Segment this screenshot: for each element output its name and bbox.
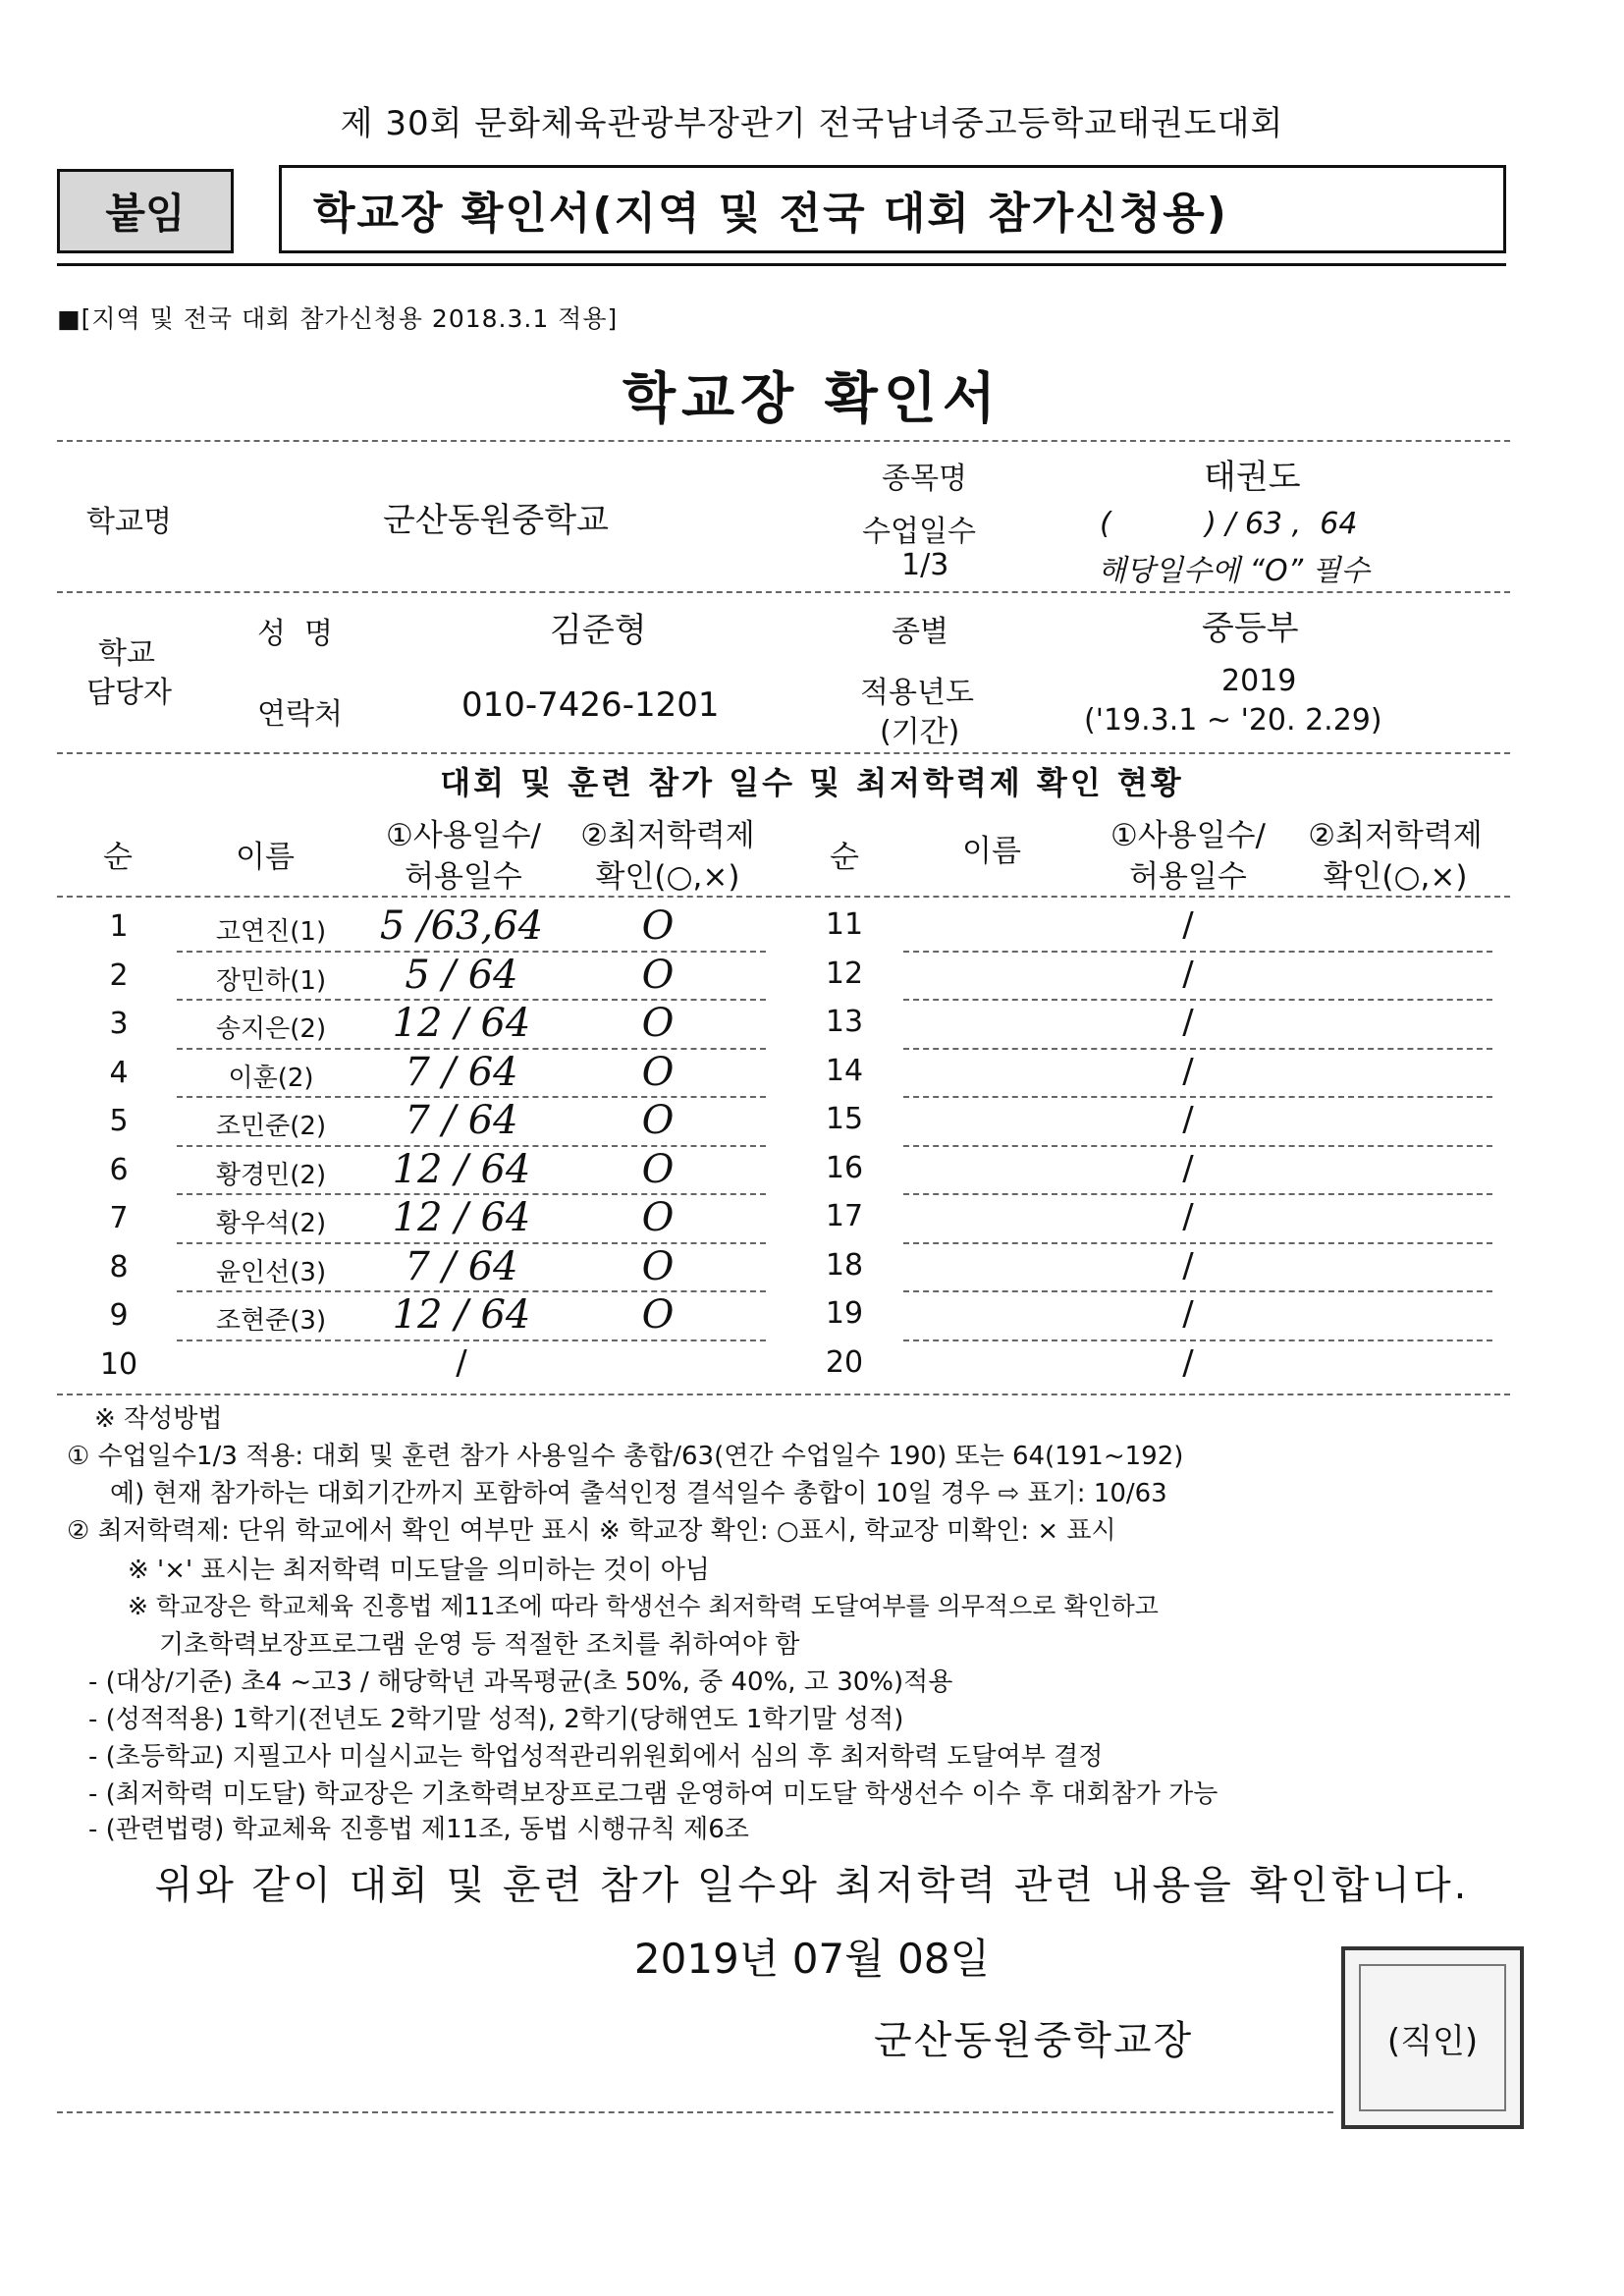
row-number: 20	[825, 1344, 864, 1380]
divider	[57, 752, 1510, 754]
note-line: - (초등학교) 지필고사 미실시교는 학업성적관리위원회에서 심의 후 최저학력 도달여부 결정	[88, 1742, 1104, 1772]
table-header-divider	[57, 896, 1510, 898]
note-line: ※ 작성방법	[94, 1404, 223, 1434]
col-header-days-1: ①사용일수/	[385, 818, 542, 853]
document-title-box: 학교장 확인서(지역 및 전국 대회 참가신청용)	[279, 165, 1506, 253]
min-achievement-check: O	[641, 1195, 675, 1240]
summary-title: 대회 및 훈련 참가 일수 및 최저학력제 확인 현황	[440, 764, 1184, 801]
col-header-days-right-1: ①사용일수/	[1110, 818, 1267, 853]
division-value: 중등부	[1202, 609, 1299, 648]
col-header-days-right-2: 허용일수	[1129, 859, 1247, 895]
note-line: 기초학력보장프로그램 운영 등 적절한 조치를 취하여야 함	[159, 1630, 800, 1660]
days-used: /	[1182, 1245, 1194, 1285]
days-used: 5 / 64	[405, 952, 518, 998]
row-number: 5	[109, 1104, 129, 1138]
divider	[57, 440, 1510, 442]
row-divider	[903, 1193, 1492, 1195]
class-days-label: 수업일수	[862, 515, 976, 549]
days-used: 12 / 64	[392, 1195, 531, 1240]
note-line: - (관련법령) 학교체육 진흥법 제11조, 동법 시행규칙 제6조	[88, 1815, 749, 1844]
sport-label: 종목명	[882, 462, 967, 496]
days-used: /	[1182, 905, 1194, 945]
bottom-divider	[57, 2111, 1333, 2113]
year-label-sub: (기간)	[880, 715, 960, 749]
col-header-name-right: 이름	[962, 834, 1021, 869]
days-used: /	[1182, 1197, 1194, 1236]
note-line: - (최저학력 미도달) 학교장은 기초학력보장프로그램 운영하여 미도달 학생선수 이수 후 대회참가 가능	[88, 1779, 1218, 1809]
days-used: 7 / 64	[405, 1243, 518, 1289]
class-days-note: 해당일수에 “O” 필수	[1098, 554, 1370, 588]
seal-text: (직인)	[1359, 1964, 1506, 2111]
student-name: 장민하(1)	[215, 965, 327, 996]
row-divider	[903, 951, 1492, 953]
min-achievement-check: O	[641, 903, 675, 949]
person-label-1: 학교	[98, 636, 155, 671]
divider	[57, 591, 1510, 593]
row-number: 1	[109, 909, 129, 944]
note-line: ※ 학교장은 학교체육 진흥법 제11조에 따라 학생선수 최저학력 도달여부를 의무적으로 확인하고	[128, 1592, 1159, 1620]
row-divider	[903, 1048, 1492, 1050]
days-used: /	[1182, 1051, 1194, 1091]
col-header-min-right-2: 확인(○,×)	[1323, 859, 1468, 895]
event-title: 제 30회 문화체육관광부장관기 전국남녀중고등학교태권도대회	[340, 104, 1284, 143]
col-header-min-1: ②최저학력제	[580, 818, 755, 853]
name-value: 김준형	[550, 611, 647, 650]
note-line: ① 수업일수1/3 적용: 대회 및 훈련 참가 사용일수 총합/63(연간 수업일수 190) 또는 64(191~192)	[67, 1442, 1184, 1471]
row-number: 11	[825, 907, 864, 942]
note-line: ※ '×' 표시는 최저학력 미도달을 의미하는 것이 아님	[128, 1556, 710, 1585]
signer-title: 군산동원중학교장	[874, 2018, 1194, 2063]
row-number: 7	[109, 1201, 129, 1235]
official-seal	[1341, 1946, 1524, 2129]
col-header-min-2: 확인(○,×)	[595, 859, 740, 895]
main-title: 학교장 확인서	[622, 367, 1002, 431]
sport-value: 태권도	[1204, 458, 1301, 497]
row-divider	[177, 1339, 766, 1341]
contact-label: 연락처	[257, 697, 343, 732]
student-name: 윤인선(3)	[215, 1257, 327, 1287]
note-line: - (성적적용) 1학기(전년도 2학기말 성적), 2학기(당해연도 1학기말 성적)	[88, 1705, 904, 1734]
period-value: ('19.3.1 ~ '20. 2.29)	[1084, 703, 1382, 738]
row-number: 8	[109, 1249, 129, 1285]
student-name: 조민준(2)	[215, 1112, 327, 1141]
col-header-no: 순	[103, 840, 133, 875]
student-name: 이훈(2)	[228, 1063, 314, 1093]
header-rule	[57, 263, 1506, 266]
days-used: /	[1182, 1003, 1194, 1042]
row-divider	[903, 1290, 1492, 1292]
row-number: 14	[825, 1053, 864, 1088]
class-days-value: ( ) / 63 , 64	[1100, 507, 1358, 541]
student-name: 고연진(1)	[215, 917, 327, 947]
student-name: 조현준(3)	[215, 1306, 327, 1336]
row-divider	[903, 1339, 1492, 1341]
note-line: ② 최저학력제: 단위 학교에서 확인 여부만 표시 ※ 학교장 확인: ○표시, 학교장 미확인: × 표시	[67, 1516, 1116, 1546]
min-achievement-check: O	[641, 1292, 675, 1338]
school-value: 군산동원중학교	[383, 501, 609, 540]
school-label: 학교명	[86, 505, 172, 539]
min-achievement-check: O	[641, 1146, 675, 1192]
min-achievement-check: O	[641, 952, 675, 998]
min-achievement-check: O	[641, 1001, 675, 1046]
year-label: 적용년도	[860, 676, 974, 710]
days-used: /	[1182, 954, 1194, 994]
days-used: 7 / 64	[405, 1049, 518, 1095]
year-value: 2019	[1221, 664, 1297, 698]
student-name: 송지은(2)	[215, 1014, 327, 1044]
class-days-sub: 1/3	[901, 548, 949, 582]
person-label-2: 담당자	[86, 676, 172, 710]
row-divider	[903, 1242, 1492, 1244]
days-used: /	[1182, 1342, 1194, 1383]
min-achievement-check: O	[641, 1098, 675, 1143]
row-divider	[903, 1145, 1492, 1147]
division-label: 종별	[892, 615, 948, 649]
row-number: 3	[109, 1007, 129, 1041]
applicability-note: ■[지역 및 전국 대회 참가신청용 2018.3.1 적용]	[57, 304, 619, 333]
min-achievement-check: O	[641, 1049, 675, 1095]
row-number: 13	[825, 1005, 864, 1039]
note-line: - (대상/기준) 초4 ~고3 / 해당학년 과목평균(초 50%, 중 40%, 고 30%)적용	[88, 1667, 953, 1697]
days-used: 12 / 64	[392, 1292, 531, 1338]
issue-date: 2019년 07월 08일	[633, 1935, 991, 1983]
days-used: 12 / 64	[392, 1146, 531, 1192]
confirmation-statement: 위와 같이 대회 및 훈련 참가 일수와 최저학력 관련 내용을 확인합니다.	[154, 1863, 1470, 1908]
name-label: 성 명	[257, 617, 334, 651]
col-header-days-2: 허용일수	[405, 859, 522, 895]
days-used: 7 / 64	[405, 1098, 518, 1143]
col-header-no-right: 순	[830, 840, 859, 875]
note-line: 예) 현재 참가하는 대회기간까지 포함하여 출석인정 결석일수 총합이 10일 경우 ⇨ 표기: 10/63	[110, 1479, 1167, 1508]
row-number: 19	[825, 1296, 864, 1331]
row-divider	[903, 999, 1492, 1001]
row-number: 4	[109, 1055, 129, 1090]
days-used: /	[1182, 1294, 1194, 1334]
row-number: 2	[109, 957, 129, 993]
days-used: /	[456, 1342, 467, 1383]
row-number: 12	[825, 956, 864, 991]
days-used: 12 / 64	[392, 1001, 531, 1046]
student-name: 황경민(2)	[215, 1160, 327, 1190]
student-name: 황우석(2)	[215, 1209, 327, 1238]
days-used: /	[1182, 1148, 1194, 1188]
row-number: 10	[99, 1346, 138, 1382]
contact-value: 010-7426-1201	[461, 685, 720, 725]
row-number: 9	[109, 1298, 129, 1333]
days-used: /	[1182, 1100, 1194, 1139]
row-number: 6	[109, 1152, 129, 1187]
min-achievement-check: O	[641, 1243, 675, 1289]
row-number: 17	[825, 1199, 864, 1233]
row-number: 15	[825, 1102, 864, 1136]
row-divider	[903, 1096, 1492, 1098]
row-number: 18	[825, 1247, 864, 1283]
attachment-tag: 붙임	[57, 169, 234, 253]
table-bottom-divider	[57, 1394, 1510, 1395]
row-number: 16	[825, 1150, 864, 1185]
col-header-name: 이름	[236, 840, 295, 875]
days-used: 5 /63,64	[379, 903, 544, 949]
col-header-min-right-1: ②최저학력제	[1308, 818, 1483, 853]
